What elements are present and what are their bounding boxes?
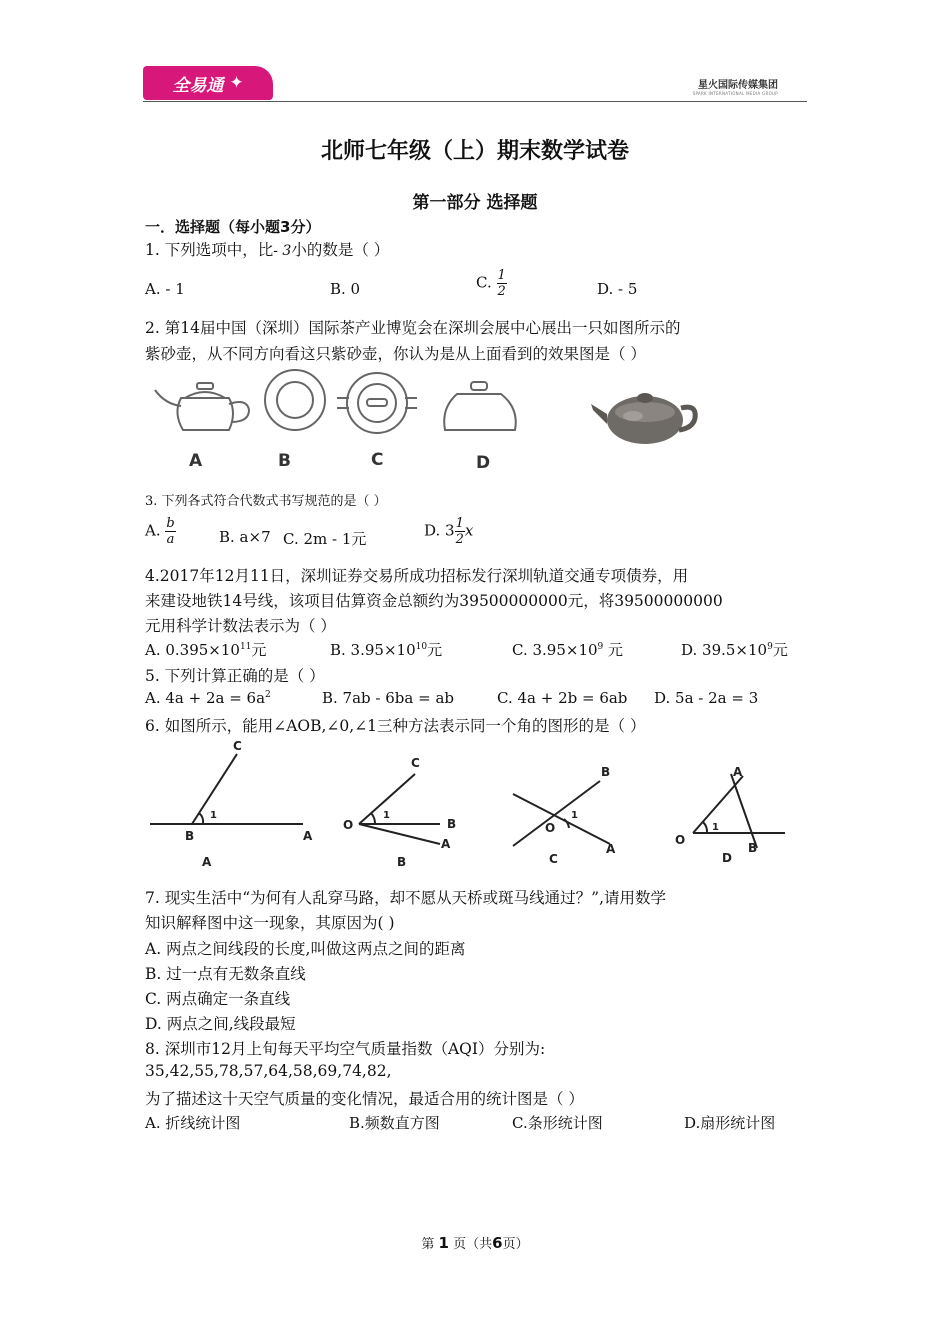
q8-option-a: A. 折线统计图 — [145, 1114, 241, 1132]
svg-text:B: B — [601, 765, 611, 779]
q5-option-d: D. 5a - 2a = 3 — [654, 689, 759, 707]
publisher-name: 星火国际传媒集团 SPARK INTERNATIONAL MEDIA GROUP — [692, 80, 778, 96]
q7-option-a: A. 两点之间线段的长度,叫做这两点之间的距离 — [145, 940, 466, 958]
q8-line1: 8. 深圳市12月上旬每天平均空气质量指数（AQI）分别为: — [145, 1040, 546, 1058]
q3-option-a: A. $\frac{b}{a}$ — [145, 516, 175, 547]
svg-text:B: B — [447, 817, 457, 831]
q2-line1: 2. 第14届中国（深圳）国际茶产业博览会在深圳会展中心展出一只如图所示的 — [145, 319, 681, 337]
q5-option-c: C. 4a + 2b = 6ab — [497, 689, 628, 707]
q4-line1: 4.2017年12月11日，深圳证券交易所成功招标发行深圳轨道交通专项债券，用 — [145, 567, 689, 585]
q8-option-c: C.条形统计图 — [512, 1114, 603, 1132]
svg-text:A: A — [606, 842, 616, 856]
q1-option-c: C. $\frac{1}{2}$ — [476, 268, 506, 299]
q6-stem: 6. 如图所示，能用∠AOB,∠0,∠1三种方法表示同一个角的图形的是（ ） — [145, 717, 646, 735]
q4-option-d: D. $39.5\times 10^9$元 — [681, 641, 788, 659]
header-divider — [143, 101, 807, 102]
section-heading: 一．选择题（每小题3分） — [145, 218, 321, 236]
teapot-photo — [591, 393, 695, 444]
angle-figures — [145, 736, 795, 872]
svg-text:B: B — [748, 841, 758, 855]
view-label-c: C — [371, 450, 384, 470]
q7-line1: 7. 现实生活中“为何有人乱穿马路，却不愿从天桥或斑马线通过？”,请用数学 — [145, 889, 666, 907]
page-title: 北师七年级（上）期末数学试卷 — [320, 139, 629, 164]
q8-option-b: B.频数直方图 — [349, 1114, 440, 1132]
svg-text:A: A — [303, 829, 313, 843]
angle-figure-caption-b: B — [397, 855, 407, 869]
teapot-view-c — [337, 373, 417, 433]
section-subtitle: 第一部分 选择题 — [412, 193, 538, 213]
svg-text:A: A — [441, 837, 451, 851]
q1-option-b: B. 0 — [330, 280, 361, 298]
svg-text:A: A — [733, 765, 743, 779]
q4-option-a: A. $0.395\times 10^{11}$元 — [145, 641, 267, 659]
angle-figure-caption-d: D — [722, 851, 732, 865]
view-label-a: A — [189, 451, 203, 471]
q7-option-c: C. 两点确定一条直线 — [145, 990, 291, 1008]
teapot-views-figure — [145, 368, 705, 476]
svg-text:1: 1 — [571, 810, 578, 821]
q8-line2: 35,42,55,78,57,64,58,69,74,82, — [145, 1062, 392, 1080]
q1-option-d: D. - 5 — [597, 280, 638, 298]
view-label-b: B — [278, 451, 291, 471]
q7-option-d: D. 两点之间,线段最短 — [145, 1015, 296, 1033]
svg-text:1: 1 — [210, 810, 217, 821]
q7-line2: 知识解释图中这一现象，其原因为( ) — [145, 914, 395, 932]
q3-option-c: C. 2m - 1元 — [283, 530, 367, 548]
page-footer: 第 1 页（共6页） — [421, 1234, 529, 1252]
teapot-view-b — [265, 370, 325, 430]
q3-option-b: B. a×7 — [219, 528, 271, 546]
q7-option-b: B. 过一点有无数条直线 — [145, 965, 306, 983]
svg-text:C: C — [233, 739, 242, 753]
svg-text:O: O — [545, 821, 556, 835]
q5-option-b: B. 7ab - 6ba = ab — [322, 689, 454, 707]
q4-line2: 来建设地铁14号线，该项目估算资金总额约为39500000000元，将39500000000 — [145, 592, 723, 610]
svg-text:B: B — [185, 829, 195, 843]
teapot-view-a — [155, 383, 249, 430]
svg-text:1: 1 — [712, 822, 719, 833]
q5-stem: 5. 下列计算正确的是（ ） — [145, 667, 325, 685]
angle-figure-caption-a: A — [202, 855, 212, 869]
q8-option-d: D.扇形统计图 — [684, 1114, 776, 1132]
q2-line2: 紫砂壶，从不同方向看这只紫砂壶，你认为是从上面看到的效果图是（ ） — [145, 345, 646, 363]
q4-line3: 元用科学计数法表示为（ ） — [145, 617, 336, 635]
brand-logo: 全易通 ✦ — [143, 66, 273, 100]
q3-stem: 3. 下列各式符合代数式书写规范的是（ ） — [145, 494, 387, 509]
q5-option-a: A. $4a + 2a = 6a^2$ — [145, 689, 271, 707]
svg-text:O: O — [343, 818, 354, 832]
q4-option-c: C. $3.95\times 10^9$ 元 — [512, 641, 624, 659]
svg-text:C: C — [411, 756, 420, 770]
q1-stem: 1. 下列选项中，比- 3小的数是（ ） — [145, 241, 390, 259]
q1-option-a: A. - 1 — [145, 280, 185, 298]
view-label-d: D — [476, 453, 491, 473]
svg-text:1: 1 — [383, 810, 390, 821]
teapot-view-d — [444, 382, 516, 430]
fraction: $\frac{1}{2}$ — [497, 268, 506, 299]
angle-figure-caption-c: C — [549, 852, 558, 866]
q3-option-d: D. 3 $\frac{1}{2}$ x — [424, 516, 474, 547]
svg-text:O: O — [675, 833, 686, 847]
q4-option-b: B. $3.95\times 10^{10}$元 — [330, 641, 443, 659]
q8-line3: 为了描述这十天空气质量的变化情况，最适合用的统计图是（ ） — [145, 1090, 584, 1108]
